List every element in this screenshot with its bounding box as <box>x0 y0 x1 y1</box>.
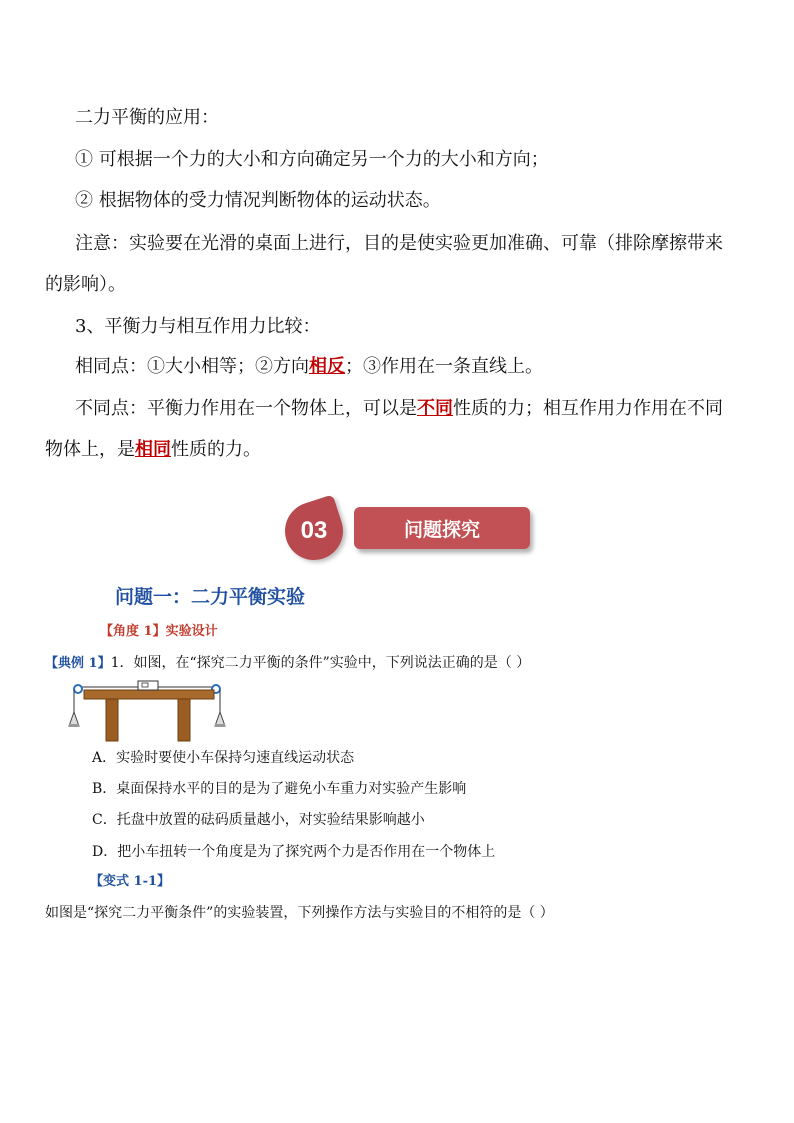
application-heading: 二力平衡的应用： <box>75 107 219 128</box>
note-line-2: 的影响）。 <box>45 274 126 295</box>
compare-heading: 3、平衡力与相互作用力比较： <box>75 316 321 337</box>
angle-tag: 【角度 1】 <box>100 624 166 639</box>
example-stem: 1．如图，在“探究二力平衡的条件”实验中，下列说法正确的是（ ） <box>110 655 531 671</box>
option-a: A．实验时要使小车保持匀速直线运动状态 <box>92 750 355 766</box>
example-tag: 【典例 1】 <box>45 656 111 671</box>
answer-blank-different: 不同 <box>417 398 453 419</box>
variant-stem: 如图是“探究二力平衡条件”的实验装置，下列操作方法与实验目的不相符的是（ ） <box>45 905 554 921</box>
variant-tag <box>90 873 170 891</box>
left-weight-pan <box>69 712 79 726</box>
option-d: D．把小车扭转一个角度是为了探究两个力是否作用在一个物体上 <box>92 844 496 860</box>
option-b: B．桌面保持水平的目的是为了避免小车重力对实验产生影响 <box>92 781 467 797</box>
same-prefix: 相同点：①大小相等；②方向 <box>75 356 309 377</box>
option-c: C．托盘中放置的砝码质量越小，对实验结果影响越小 <box>92 812 425 828</box>
right-weight-pan <box>215 712 225 726</box>
left-pulley <box>74 685 82 693</box>
diff-line2-prefix: 物体上，是 <box>45 439 135 460</box>
diff-suffix: 性质的力。 <box>171 439 261 460</box>
angle-title: 实验设计 <box>165 624 218 639</box>
experiment-table-illustration <box>66 676 232 746</box>
application-item-2: ② 根据物体的受力情况判断物体的运动状态。 <box>75 190 441 211</box>
answer-blank-opposite: 相反 <box>309 356 345 377</box>
note-line-1: 注意：实验要在光滑的桌面上进行，目的是使实验更加准确、可靠（排除摩擦带来 <box>75 233 723 254</box>
diff-points-line-1 <box>75 397 723 421</box>
section-title-bar <box>354 507 530 549</box>
diff-prefix: 不同点：平衡力作用在一个物体上，可以是 <box>75 398 417 419</box>
diff-mid: 性质的力；相互作用力作用在不同 <box>453 398 723 419</box>
same-points-line <box>75 355 543 379</box>
same-suffix: ；③作用在一条直线上。 <box>345 356 543 377</box>
section-number: 03 <box>300 517 328 544</box>
diff-points-line-2 <box>45 438 261 462</box>
angle-line <box>100 623 218 641</box>
section-title: 问题探究 <box>403 518 480 541</box>
answer-blank-same: 相同 <box>135 439 171 460</box>
variant-tag-label: 【变式 1-1】 <box>90 874 171 889</box>
example-line <box>45 653 530 674</box>
question-heading: 问题一：二力平衡实验 <box>115 586 306 608</box>
table-top <box>84 690 214 699</box>
application-item-1: ① 可根据一个力的大小和方向确定另一个力的大小和方向； <box>75 149 549 170</box>
